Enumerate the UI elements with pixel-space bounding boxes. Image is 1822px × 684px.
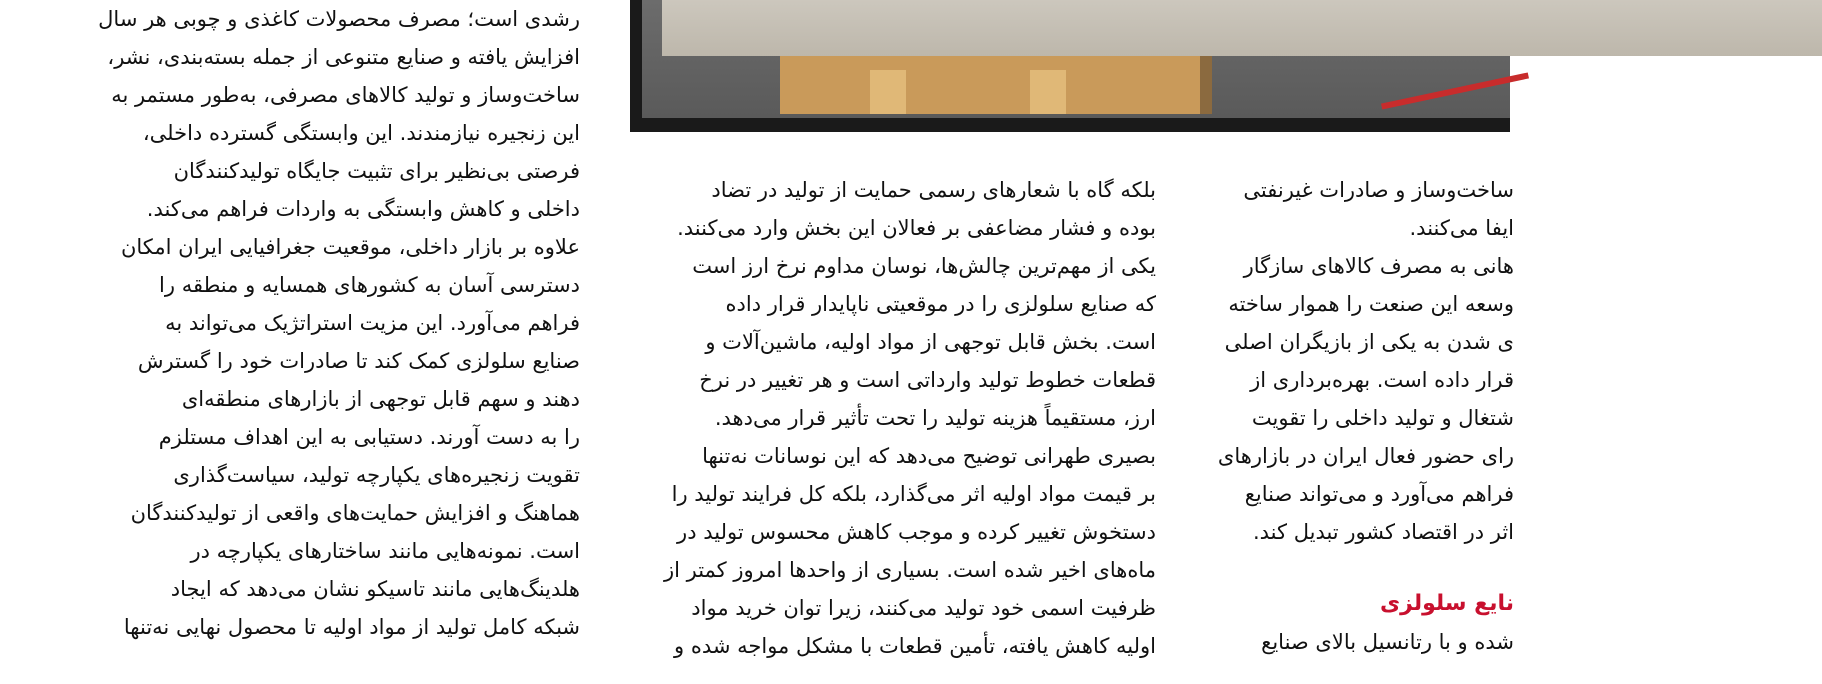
section-heading: نایع سلولزی bbox=[1380, 591, 1514, 616]
article-column-right bbox=[1204, 171, 1514, 661]
article-line: است. نمونه‌هایی مانند ساختارهای یکپارچه در bbox=[190, 539, 580, 563]
article-line: بلکه گاه با شعارهای رسمی حمایت از تولید در تضاد bbox=[711, 178, 1156, 202]
article-line: ماه‌های اخیر شده است. بسیاری از واحدها امروز کمتر از bbox=[663, 558, 1156, 582]
article-line: بوده و فشار مضاعفی بر فعالان این بخش وارد می‌کنند. bbox=[677, 216, 1156, 240]
article-line: اولیه کاهش یافته، تأمین قطعات با مشکل مواجه شده و bbox=[674, 634, 1156, 658]
article-line: دسترسی آسان به کشورهای همسایه و منطقه را bbox=[159, 273, 580, 297]
article-line: شتغال و تولید داخلی را تقویت bbox=[1251, 406, 1514, 430]
photo-pallet bbox=[780, 56, 1200, 114]
article-line: رای حضور فعال ایران در بازارهای bbox=[1217, 444, 1514, 468]
article-line: افزایش یافته و صنایع متنوعی از جمله بسته‌بندی، نشر، bbox=[107, 45, 580, 69]
article-line: یکی از مهم‌ترین چالش‌ها، نوسان مداوم نرخ ارز است bbox=[692, 254, 1156, 278]
article-line: ساخت‌وساز و صادرات غیرنفتی bbox=[1243, 178, 1514, 202]
article-line: صنایع سلولزی کمک کند تا صادرات خود را گسترش bbox=[137, 349, 580, 373]
article-line: دستخوش تغییر کرده و موجب کاهش محسوس تولید در bbox=[677, 520, 1156, 544]
warehouse-photo bbox=[630, 0, 1510, 132]
article-line: دهند و سهم قابل توجهی از بازارهای منطقه‌ای bbox=[181, 387, 580, 411]
article-line: فراهم می‌آورد. این مزیت استراتژیک می‌تواند به bbox=[165, 311, 580, 335]
article-line: ی شدن به یکی از بازیگران اصلی bbox=[1224, 330, 1514, 354]
article-line: اثر در اقتصاد کشور تبدیل کند. bbox=[1252, 520, 1514, 544]
photo-paper-stack bbox=[662, 0, 1822, 56]
article-line: فرصتی بی‌نظیر برای تثبیت جایگاه تولیدکنندگان bbox=[173, 159, 580, 183]
article-line: را به دست آورند. دستیابی به این اهداف مستلزم bbox=[158, 425, 580, 449]
article-column-right-body bbox=[1204, 171, 1514, 551]
article-column-middle bbox=[634, 171, 1156, 665]
article-line: بر قیمت مواد اولیه اثر می‌گذارد، بلکه کل فرایند تولید را bbox=[671, 482, 1156, 506]
article-line: داخلی و کاهش وابستگی به واردات فراهم می‌کند. bbox=[146, 197, 580, 221]
article-line: که صنایع سلولزی را در موقعیتی ناپایدار قرار داده bbox=[725, 292, 1156, 316]
article-line: ساخت‌وساز و تولید کالاهای مصرفی، به‌طور مستمر به bbox=[111, 83, 580, 107]
article-line: ارز، مستقیماً هزینه تولید را تحت تأثیر قرار می‌دهد. bbox=[714, 406, 1156, 430]
article-line: هانی به مصرف کالاهای سازگار bbox=[1243, 254, 1514, 278]
article-line: است. بخش قابل توجهی از مواد اولیه، ماشین‌آلات و bbox=[705, 330, 1156, 354]
article-line: رشدی است؛ مصرف محصولات کاغذی و چوبی هر سال bbox=[98, 7, 580, 31]
article-line: تقویت زنجیره‌های یکپارچه تولید، سیاست‌گذاری bbox=[173, 463, 580, 487]
article-line: شبکه کامل تولید از مواد اولیه تا محصول نهایی نه‌تنها bbox=[123, 615, 580, 639]
article-line: فراهم می‌آورد و می‌تواند صنایع bbox=[1244, 482, 1514, 506]
article-line: ظرفیت اسمی خود تولید می‌کنند، زیرا توان خرید مواد bbox=[691, 596, 1156, 620]
article-line: این زنجیره نیازمندند. این وابستگی گسترده داخلی، bbox=[142, 121, 580, 145]
photo-pallet-block bbox=[870, 70, 906, 114]
article-column-left bbox=[64, 0, 580, 646]
article-line: ایفا می‌کنند. bbox=[1409, 216, 1514, 240]
photo-pallet-block bbox=[1030, 70, 1066, 114]
article-line: هماهنگ و افزایش حمایت‌های واقعی از تولیدکنندگان bbox=[130, 501, 580, 525]
article-line: هلدینگ‌هایی مانند تاسیکو نشان می‌دهد که ایجاد bbox=[170, 577, 580, 601]
photo-pallet-edge bbox=[1200, 56, 1212, 114]
article-line: قرار داده است. بهره‌برداری از bbox=[1250, 368, 1514, 392]
article-line: شده و با رتانسیل بالای صنایع bbox=[1261, 630, 1514, 654]
article-line: قطعات خطوط تولید وارداتی است و هر تغییر در نرخ bbox=[699, 368, 1156, 392]
article-line: بصیری طهرانی توضیح می‌دهد که این نوسانات نه‌تنها bbox=[702, 444, 1156, 468]
article-line: وسعه این صنعت را هموار ساخته bbox=[1228, 292, 1514, 316]
article-line: علاوه بر بازار داخلی، موقعیت جغرافیایی ایران امکان bbox=[120, 235, 580, 259]
